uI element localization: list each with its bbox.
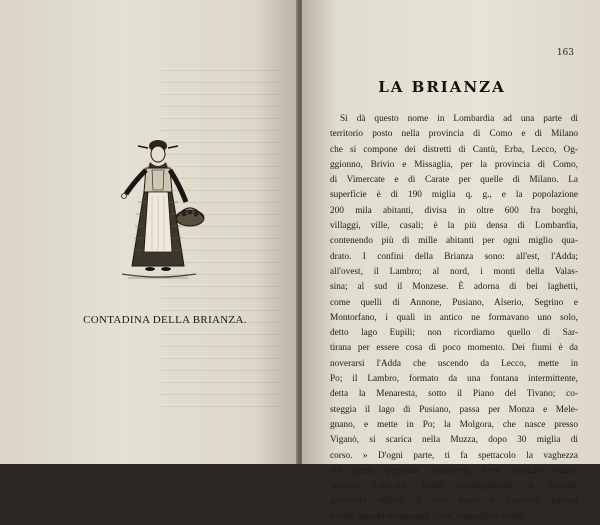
text-line: gnano, e mette in Po; la Molgora, che nasce presso — [330, 419, 578, 430]
text-line: dei paesi; perpetua primavera, terra feconda studia- — [330, 465, 578, 476]
text-line: sina; al sud il Monzese. È adorna di bei laghetti, — [330, 282, 578, 293]
text-line: steggia il lago di Pusiano, passa per Monza e Mele- — [330, 404, 578, 415]
text-line: ggionno, Brivio e Missaglia, per la provincia di Como, — [330, 159, 578, 170]
text-line: corso. » D'ogni parte, ti fa spettacolo la vaghezza — [330, 450, 578, 461]
peasant-woman-illustration — [108, 132, 208, 292]
text-line: e ville, superbi monumenti d'arte, magnifiche strade — [330, 511, 524, 522]
text-line: territorio posto nella provincia di Como e di Milano — [330, 129, 578, 140]
text-line: drato. I confini della Brianza sono: all'est, l'Adda; — [330, 251, 578, 262]
text-line: tirana per essere cosa di poco momento. Dei fiumi è da — [330, 343, 578, 354]
text-line: superficie è di 190 miglia q. g., e la popolazione — [330, 190, 578, 201]
text-line: di Vimercate e di Carate per quelle di Milano. La — [330, 175, 578, 186]
text-line: Montorfano, i quali in antico ne formavano uno solo, — [330, 312, 578, 323]
text-line: tamente coltivata, lucidi serpeggiamenti di ruscelli, — [330, 481, 578, 492]
text-line: Si dà questo nome in Lombardia ad una parte di — [340, 114, 578, 124]
text-line: gratissimi effluvii di fiori nostri e forastieri, palazzi — [330, 496, 578, 507]
text-line: noverarsi l'Adda che uscendo da Lecco, mette in — [330, 358, 578, 369]
body-text — [330, 112, 578, 525]
page-number: 163 — [556, 48, 574, 58]
text-line: Viganò, si scarica nella Muzza, dopo 30 miglia di — [330, 435, 578, 446]
text-line: detto lago Eupili; non ricordiamo quello di Sar- — [330, 328, 578, 339]
text-line: detta la Menaresta, sotto il Piano del Tivano; co- — [330, 389, 578, 400]
left-page — [0, 0, 298, 464]
text-line: Po; il Lambro, formato da una fontana intermittente, — [330, 374, 578, 385]
text-line: all'ovest, il Lambro; al nord, i monti della Valas- — [330, 266, 578, 277]
chapter-title: LA BRIANZA — [378, 78, 506, 96]
illustration-caption: CONTADINA DELLA BRIANZA. — [83, 314, 247, 326]
text-line: che si compone dei distretti di Cantù, Erba, Lecco, Og- — [330, 144, 578, 155]
text-line: 200 mila abitanti, divisa in oltre 600 fra borghi, — [330, 205, 578, 216]
text-line: contenendo più di mille abitanti per ogni miglio qua- — [330, 236, 578, 247]
text-line: villaggi, ville, casali; è la più densa di Lombardia, — [330, 221, 578, 232]
text-line: come quelli di Annone, Pusiano, Alserio, Segrino e — [330, 297, 578, 308]
right-page — [302, 0, 600, 522]
